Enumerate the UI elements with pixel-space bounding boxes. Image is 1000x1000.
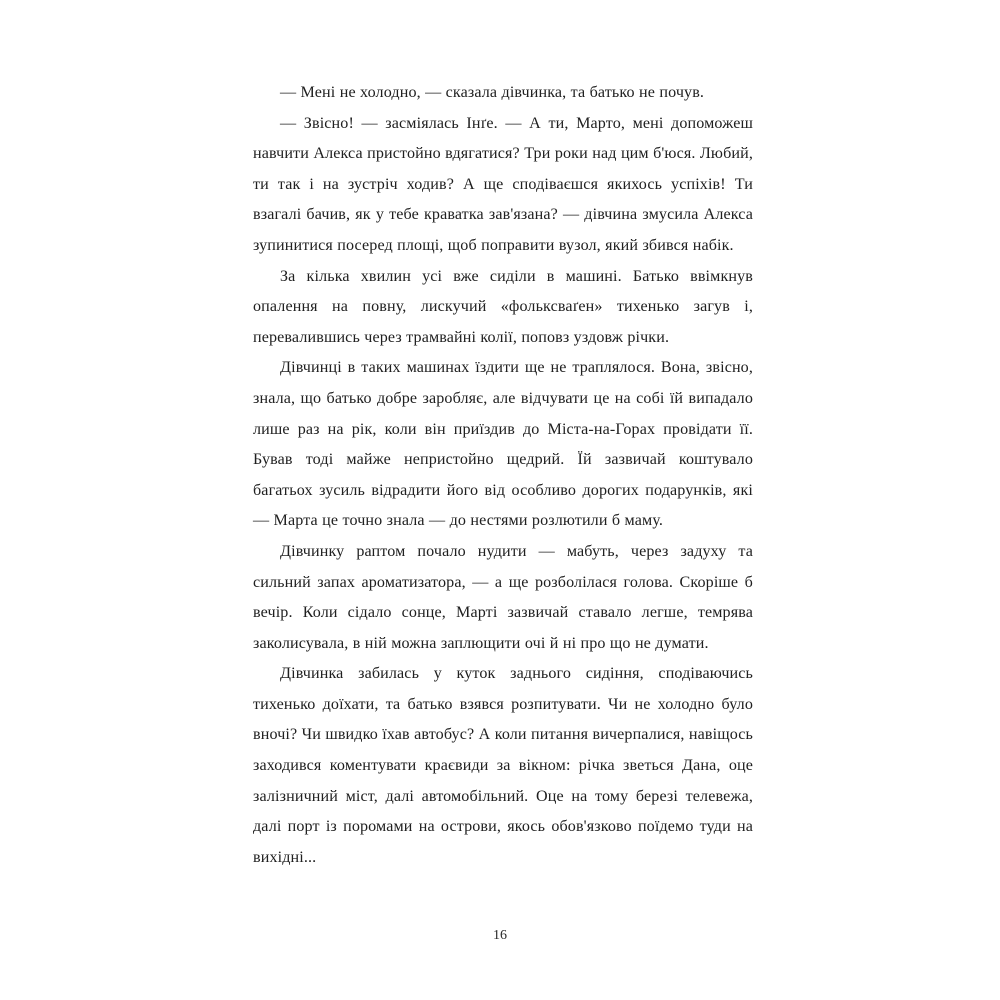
page-text-column bbox=[253, 78, 753, 873]
paragraph: За кілька хвилин усі вже сиділи в машині. Батько ввімкнув опалення на повну, лискучий «фольксваґен» тихенько загув і, перевалившись через трамвайні колії, поповз уздовж річки. bbox=[253, 267, 753, 346]
paragraph: — Звісно! — засміялась Інґе. — А ти, Марто, мені допоможеш навчити Алекса пристойно вдягатися? Три роки над цим б'юся. Любий, ти так і на зустріч ходив? А ще сподіваєшся якихось успіхів! Ти взагалі бачив, як у тебе краватка зав'язана? — дівчина змусила Алекса зупинитися посеред площі, щоб поправити вузол, який збився набік. bbox=[253, 114, 753, 254]
page-number: 16 bbox=[493, 928, 507, 943]
paragraph: Дівчинці в таких машинах їздити ще не траплялося. Вона, звісно, знала, що батько добре заробляє, але відчувати це на собі їй випадало лише раз на рік, коли він приїздив до Міста-на-Горах провідати її. Бував тоді майже непристойно щедрий. Їй зазвичай коштувало багатьох зусиль відрадити його від особливо дорогих подарунків, які — Марта це точно знала — до нестями розлютили б маму. bbox=[253, 359, 753, 530]
paragraph: Дівчинка забилась у куток заднього сидіння, сподіваючись тихенько доїхати, та батько взявся розпитувати. Чи не холодно було вночі? Чи швидко їхав автобус? А коли питання вичерпалися, навіщось заходився коментувати краєвиди за вікном: річка зветься Дана, оце залізничний міст, далі автомобільний. Оце на тому березі телевежа, далі порт із поромами на острови, якось обов'язково поїдемо туди на вихідні... bbox=[253, 665, 753, 866]
paragraph: Дівчинку раптом почало нудити — мабуть, через задуху та сильний запах ароматизатора, — а ще розболілася голова. Скоріше б вечір. Коли сідало сонце, Марті зазвичай ставало легше, темрява заколисувала, в ній можна заплющити очі й ні про що не думати. bbox=[253, 542, 753, 652]
paragraph: — Мені не холодно, — сказала дівчинка, та батько не почув. bbox=[280, 84, 705, 101]
